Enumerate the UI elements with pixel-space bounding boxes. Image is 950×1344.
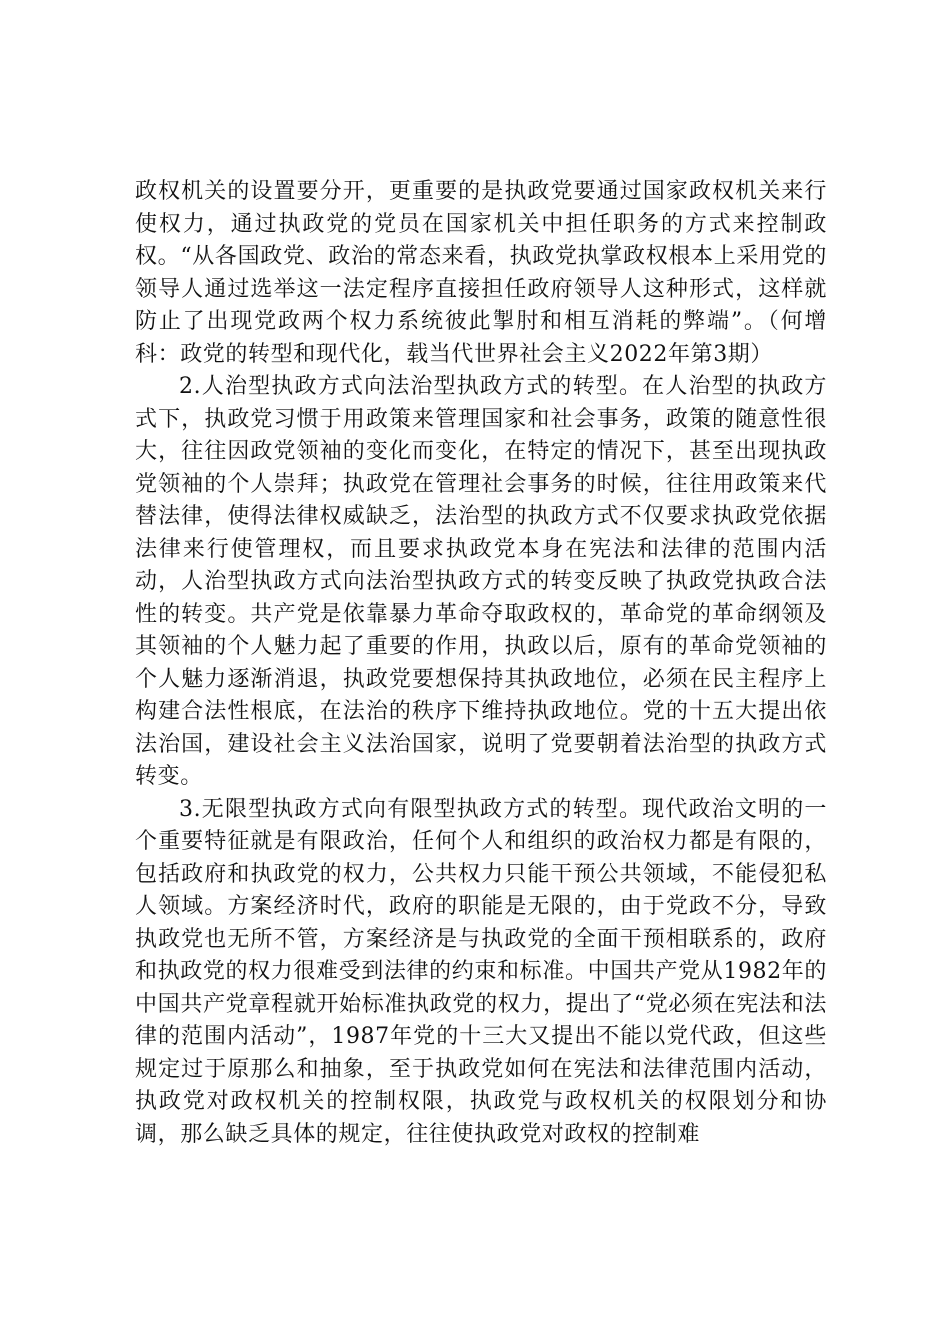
document-body bbox=[135, 176, 827, 1151]
paragraph-2: 2.人治型执政方式向法治型执政方式的转型。在人治型的执政方式下，执政党习惯于用政策来管理国家和社会事务，政策的随意性很大，往往因政党领袖的变化而变化，在特定的情况下，甚至出现执政党领袖的个人崇拜；执政党在管理社会事务的时候，往往用政策来代替法律，使得法律权威缺乏，法治型的执政方式不仅要求执政党依据法律来行使管理权，而且要求执政党本身在宪法和法律的范围内活动，人治型执政方式向法治型执政方式的转变反映了执政党执政合法性的转变。共产党是依靠暴力革命夺取政权的，革命党的革命纲领及其领袖的个人魅力起了重要的作用，执政以后，原有的革命党领袖的个人魅力逐渐消退，执政党要想保持其执政地位，必须在民主程序上构建合法性根底，在法治的秩序下维持执政地位。党的十五大提出依法治国，建设社会主义法治国家，说明了党要朝着法治型的执政方式转变。 bbox=[135, 374, 827, 789]
paragraph-3: 3.无限型执政方式向有限型执政方式的转型。现代政治文明的一个重要特征就是有限政治，任何个人和组织的政治权力都是有限的，包括政府和执政党的权力，公共权力只能干预公共领域，不能侵犯私人领域。方案经济时代，政府的职能是无限的，由于党政不分，导致执政党也无所不管，方案经济是与执政党的全面干预相联系的，政府和执政党的权力很难受到法律的约束和标准。中国共产党从1982年的中国共产党章程就开始标准执政党的权力，提出了“党必须在宪法和法律的范围内活动”，1987年党的十三大又提出不能以党代政，但这些规定过于原那么和抽象，至于执政党如何在宪法和法律范围内活动，执政党对政权机关的控制权限，执政党与政权机关的权限划分和协调，那么缺乏具体的规定，往往使执政党对政权的控制难 bbox=[135, 796, 827, 1147]
paragraph-1: 政权机关的设置要分开，更重要的是执政党要通过国家政权机关来行使权力，通过执政党的党员在国家机关中担任职务的方式来控制政权。“从各国政党、政治的常态来看，执政党执掌政权根本上采用党的领导人通过选举这一法定程序直接担任政府领导人这种形式，这样就防止了出现党政两个权力系统彼此掣肘和相互消耗的弊端”。（何增科：政党的转型和现代化，载当代世界社会主义2022年第3期） bbox=[135, 179, 827, 367]
